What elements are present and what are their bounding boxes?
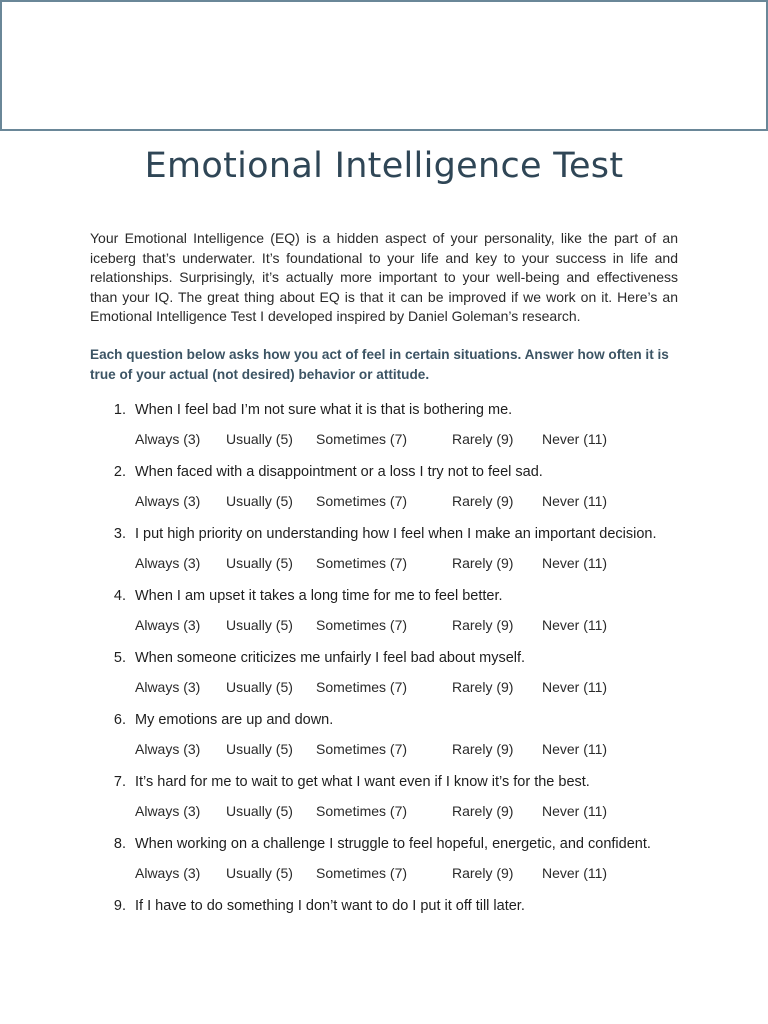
option-sometimes[interactable]: Sometimes (7) bbox=[316, 617, 408, 633]
option-rarely[interactable]: Rarely (9) bbox=[452, 617, 514, 633]
option-sometimes[interactable]: Sometimes (7) bbox=[316, 679, 408, 695]
question-item bbox=[0, 648, 768, 710]
option-sometimes[interactable]: Sometimes (7) bbox=[316, 431, 408, 447]
answer-options bbox=[0, 617, 768, 637]
option-never[interactable]: Never (11) bbox=[542, 431, 608, 447]
question-item bbox=[0, 400, 768, 462]
question-text: When faced with a disappointment or a loss I try not to feel sad. bbox=[135, 464, 543, 480]
option-always[interactable]: Always (3) bbox=[135, 679, 201, 695]
option-rarely[interactable]: Rarely (9) bbox=[452, 679, 514, 695]
answer-options bbox=[0, 493, 768, 513]
answer-options bbox=[0, 431, 768, 451]
option-sometimes[interactable]: Sometimes (7) bbox=[316, 493, 408, 509]
header-banner bbox=[0, 0, 768, 131]
question-text: If I have to do something I don’t want to do I put it off till later. bbox=[135, 898, 525, 914]
option-sometimes[interactable]: Sometimes (7) bbox=[316, 741, 408, 757]
option-usually[interactable]: Usually (5) bbox=[226, 741, 293, 757]
option-rarely[interactable]: Rarely (9) bbox=[452, 741, 514, 757]
option-always[interactable]: Always (3) bbox=[135, 741, 201, 757]
option-usually[interactable]: Usually (5) bbox=[226, 431, 293, 447]
question-number: 4. bbox=[113, 588, 126, 604]
answer-options bbox=[0, 679, 768, 699]
option-never[interactable]: Never (11) bbox=[542, 555, 608, 571]
option-usually[interactable]: Usually (5) bbox=[226, 493, 293, 509]
option-rarely[interactable]: Rarely (9) bbox=[452, 493, 514, 509]
question-text: When I feel bad I’m not sure what it is that is bothering me. bbox=[135, 402, 513, 418]
instructions-paragraph: Each question below asks how you act of feel in certain situations. Answer how often it is true of your actual (not desired) behavior or attitude. bbox=[90, 347, 669, 382]
question-text: When I am upset it takes a long time for me to feel better. bbox=[135, 588, 503, 604]
option-always[interactable]: Always (3) bbox=[135, 803, 201, 819]
question-item bbox=[0, 834, 768, 896]
intro-paragraph: Your Emotional Intelligence (EQ) is a hidden aspect of your personality, like the part of an iceberg that’s underwater. It’s foundational to your life and key to your success in life and relationships. Surprisingly, it’s actually more important to your well-being and effectiveness than your IQ. The great thing about EQ is that it can be improved if we work on it. Here’s an Emotional Intelligence Test I developed inspired by Daniel Goleman’s research. bbox=[90, 230, 678, 324]
option-always[interactable]: Always (3) bbox=[135, 555, 201, 571]
question-number: 6. bbox=[113, 712, 126, 728]
question-item bbox=[0, 710, 768, 772]
answer-options bbox=[0, 803, 768, 823]
option-usually[interactable]: Usually (5) bbox=[226, 865, 293, 881]
option-usually[interactable]: Usually (5) bbox=[226, 617, 293, 633]
option-sometimes[interactable]: Sometimes (7) bbox=[316, 865, 408, 881]
option-never[interactable]: Never (11) bbox=[542, 865, 608, 881]
question-number: 5. bbox=[113, 650, 126, 666]
question-item bbox=[0, 772, 768, 834]
question-text: When working on a challenge I struggle to feel hopeful, energetic, and confident. bbox=[135, 836, 651, 852]
question-number: 3. bbox=[113, 526, 126, 542]
question-item bbox=[0, 586, 768, 648]
option-never[interactable]: Never (11) bbox=[542, 679, 608, 695]
answer-options bbox=[0, 741, 768, 761]
option-usually[interactable]: Usually (5) bbox=[226, 679, 293, 695]
question-number: 7. bbox=[113, 774, 126, 790]
option-rarely[interactable]: Rarely (9) bbox=[452, 865, 514, 881]
option-rarely[interactable]: Rarely (9) bbox=[452, 431, 514, 447]
option-rarely[interactable]: Rarely (9) bbox=[452, 803, 514, 819]
option-always[interactable]: Always (3) bbox=[135, 431, 201, 447]
question-item bbox=[0, 462, 768, 524]
question-number: 1. bbox=[113, 402, 126, 418]
option-never[interactable]: Never (11) bbox=[542, 617, 608, 633]
answer-options bbox=[0, 865, 768, 885]
answer-options bbox=[0, 555, 768, 575]
option-rarely[interactable]: Rarely (9) bbox=[452, 555, 514, 571]
option-usually[interactable]: Usually (5) bbox=[226, 555, 293, 571]
option-sometimes[interactable]: Sometimes (7) bbox=[316, 803, 408, 819]
question-number: 9. bbox=[113, 898, 126, 914]
question-text: It’s hard for me to wait to get what I want even if I know it’s for the best. bbox=[135, 774, 590, 790]
question-list bbox=[0, 400, 768, 958]
option-always[interactable]: Always (3) bbox=[135, 493, 201, 509]
page-title: Emotional Intelligence Test bbox=[144, 146, 624, 186]
question-text: When someone criticizes me unfairly I feel bad about myself. bbox=[135, 650, 526, 666]
question-text: I put high priority on understanding how I feel when I make an important decision. bbox=[135, 526, 657, 542]
option-always[interactable]: Always (3) bbox=[135, 617, 201, 633]
option-never[interactable]: Never (11) bbox=[542, 741, 608, 757]
question-number: 2. bbox=[113, 464, 126, 480]
option-sometimes[interactable]: Sometimes (7) bbox=[316, 555, 408, 571]
question-item bbox=[0, 524, 768, 586]
option-always[interactable]: Always (3) bbox=[135, 865, 201, 881]
question-item bbox=[0, 896, 768, 958]
option-usually[interactable]: Usually (5) bbox=[226, 803, 293, 819]
option-never[interactable]: Never (11) bbox=[542, 803, 608, 819]
question-number: 8. bbox=[113, 836, 126, 852]
question-text: My emotions are up and down. bbox=[135, 712, 334, 728]
option-never[interactable]: Never (11) bbox=[542, 493, 608, 509]
